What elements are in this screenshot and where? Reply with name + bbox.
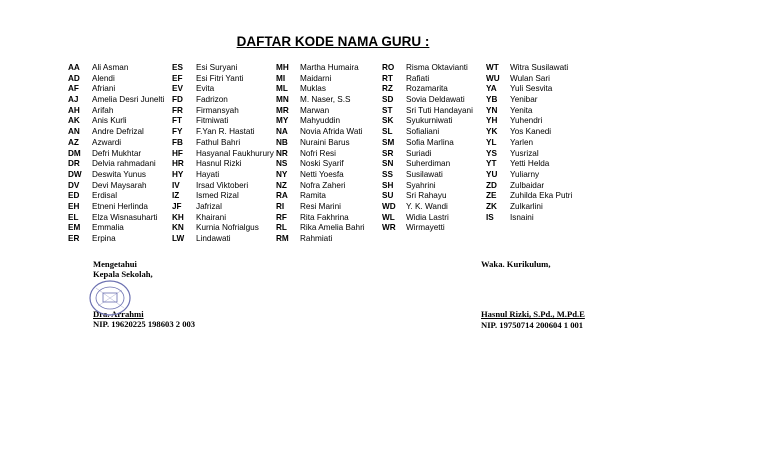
code-row	[382, 181, 473, 192]
teacher-code: AZ	[68, 137, 79, 147]
teacher-name: Nuraini Barus	[300, 137, 350, 147]
code-row	[382, 170, 473, 181]
teacher-name: Hasyanal Faukhurury	[196, 148, 274, 158]
teacher-code: MH	[276, 63, 289, 72]
teacher-code: RA	[276, 191, 288, 201]
code-row	[486, 149, 572, 160]
teacher-code: NA	[276, 127, 288, 137]
code-row	[68, 223, 164, 234]
code-row	[68, 84, 164, 95]
teacher-name: Hasnul Rizki	[196, 159, 242, 169]
code-row	[276, 223, 365, 234]
code-row	[68, 95, 164, 106]
teacher-code: EM	[68, 223, 81, 233]
code-row	[486, 138, 572, 149]
teacher-code: FY	[172, 127, 183, 137]
teacher-code: LW	[172, 234, 185, 243]
teacher-code: AN	[68, 127, 80, 137]
code-row	[382, 159, 473, 170]
signature-caption: Mengetahui	[93, 259, 137, 269]
code-row	[68, 213, 164, 224]
code-row	[172, 127, 274, 138]
teacher-code: YB	[486, 95, 498, 105]
code-row	[276, 84, 365, 95]
teacher-code: RM	[276, 234, 289, 243]
teacher-name: Muklas	[300, 84, 326, 94]
code-row	[276, 170, 365, 181]
teacher-name: Esi Fitri Yanti	[196, 73, 244, 83]
teacher-code: AF	[68, 84, 79, 94]
teacher-name: Wulan Sari	[510, 73, 550, 83]
teacher-code: ZD	[486, 180, 497, 190]
code-row	[486, 213, 572, 224]
code-row	[382, 191, 473, 202]
teacher-code: YK	[486, 127, 498, 137]
teacher-code: HY	[172, 169, 184, 179]
teacher-code: YU	[486, 169, 498, 179]
teacher-code: ER	[68, 234, 80, 243]
teacher-code: YH	[486, 116, 498, 126]
teacher-name: Novia Afrida Wati	[300, 127, 363, 137]
teacher-name: Widia Lastri	[406, 212, 449, 222]
teacher-name: Yenita	[510, 105, 533, 115]
teacher-name: Maidarni	[300, 73, 332, 83]
teacher-name: Zuhilda Eka Putri	[510, 191, 573, 201]
teacher-name: Rafiati	[406, 73, 430, 83]
code-row	[382, 95, 473, 106]
code-row	[68, 191, 164, 202]
teacher-code: ZK	[486, 201, 497, 211]
code-column-1	[68, 63, 164, 245]
code-row	[68, 159, 164, 170]
teacher-name: Nofra Zaheri	[300, 180, 346, 190]
teacher-name: Jafrizal	[196, 201, 222, 211]
teacher-name: Irsad Viktoberi	[196, 180, 249, 190]
code-row	[172, 116, 274, 127]
teacher-name: Arifah	[92, 105, 114, 115]
teacher-code: EL	[68, 212, 79, 222]
teacher-code: RL	[276, 223, 287, 233]
teacher-code: SD	[382, 95, 394, 105]
teacher-name: Fitmiwati	[196, 116, 229, 126]
code-row	[172, 84, 274, 95]
teacher-name: Erpina	[92, 234, 116, 243]
teacher-code: SS	[382, 169, 393, 179]
teacher-name: Nofri Resi	[300, 148, 336, 158]
school-stamp-icon	[88, 278, 134, 318]
code-row	[486, 74, 572, 85]
teacher-name: Noski Syarif	[300, 159, 344, 169]
teacher-name: Yarlen	[510, 137, 534, 147]
teacher-code: MY	[276, 116, 289, 126]
teacher-code: AA	[68, 63, 80, 72]
teacher-code: ST	[382, 105, 393, 115]
teacher-name: Evita	[196, 84, 215, 94]
code-row	[486, 84, 572, 95]
code-row	[172, 213, 274, 224]
teacher-name: Rahmiati	[300, 234, 333, 243]
teacher-name: Y. K. Wandi	[406, 201, 448, 211]
teacher-name: Erdisal	[92, 191, 118, 201]
teacher-name: Risma Oktavianti	[406, 63, 468, 72]
teacher-name: Isnaini	[510, 212, 534, 222]
teacher-name: Azwardi	[92, 137, 122, 147]
code-row	[486, 116, 572, 127]
teacher-code: YA	[486, 84, 497, 94]
code-row	[172, 181, 274, 192]
teacher-code: EV	[172, 84, 183, 94]
teacher-name: Sovia Deldawati	[406, 95, 465, 105]
teacher-name: Yusrizal	[510, 148, 539, 158]
teacher-name: Alendi	[92, 73, 115, 83]
code-row	[382, 138, 473, 149]
teacher-code: DM	[68, 148, 81, 158]
code-row	[172, 149, 274, 160]
teacher-name: Khairani	[196, 212, 227, 222]
code-row	[68, 116, 164, 127]
teacher-name: Yos Kanedi	[510, 127, 552, 137]
code-row	[172, 159, 274, 170]
teacher-code: SM	[382, 137, 395, 147]
teacher-code: WD	[382, 201, 396, 211]
code-row	[172, 74, 274, 85]
teacher-code: HF	[172, 148, 183, 158]
teacher-code: WU	[486, 73, 500, 83]
teacher-name: Yuliarny	[510, 169, 540, 179]
teacher-code: ZE	[486, 191, 497, 201]
code-row	[486, 170, 572, 181]
teacher-code: RO	[382, 63, 395, 72]
code-row	[172, 95, 274, 106]
code-row	[172, 234, 274, 245]
teacher-name: Susilawati	[406, 169, 443, 179]
teacher-name: Rita Fakhrina	[300, 212, 349, 222]
code-row	[276, 191, 365, 202]
code-row	[486, 95, 572, 106]
teacher-code: HR	[172, 159, 184, 169]
teacher-name: Ismed Rizal	[196, 191, 239, 201]
code-row	[68, 74, 164, 85]
code-row	[486, 191, 572, 202]
teacher-code: SL	[382, 127, 393, 137]
code-row	[276, 181, 365, 192]
teacher-name: Ramita	[300, 191, 326, 201]
teacher-name: Firmansyah	[196, 105, 239, 115]
teacher-name: Syukurniwati	[406, 116, 453, 126]
teacher-name: Martha Humaira	[300, 63, 359, 72]
teacher-code: WL	[382, 212, 395, 222]
teacher-code: NS	[276, 159, 288, 169]
teacher-code: MI	[276, 73, 286, 83]
signature-nip: NIP. 19750714 200604 1 001	[481, 319, 584, 330]
teacher-code: RF	[276, 212, 287, 222]
teacher-name: Netti Yoesfa	[300, 169, 344, 179]
teacher-name: Anis Kurli	[92, 116, 127, 126]
teacher-name: Rika Amelia Bahri	[300, 223, 365, 233]
teacher-code: SH	[382, 180, 394, 190]
code-row	[382, 127, 473, 138]
teacher-name: Zulbaidar	[510, 180, 545, 190]
code-row	[276, 63, 365, 74]
teacher-name: Ali Asman	[92, 63, 129, 72]
code-row	[276, 138, 365, 149]
teacher-code: DW	[68, 169, 82, 179]
code-row	[382, 202, 473, 213]
teacher-code: FB	[172, 137, 183, 147]
teacher-name: Deswita Yunus	[92, 169, 147, 179]
code-row	[382, 84, 473, 95]
code-row	[486, 202, 572, 213]
code-row	[172, 106, 274, 117]
teacher-code: WT	[486, 63, 499, 72]
teacher-code: NZ	[276, 180, 287, 190]
teacher-code: RT	[382, 73, 393, 83]
teacher-code: AJ	[68, 95, 79, 105]
signature-role: Kepala Sekolah,	[93, 269, 153, 280]
teacher-name: Yuhendri	[510, 116, 543, 126]
code-row	[172, 191, 274, 202]
code-row	[382, 63, 473, 74]
code-row	[276, 106, 365, 117]
code-row	[68, 127, 164, 138]
teacher-name: M. Naser, S.S	[300, 95, 351, 105]
teacher-code: NY	[276, 169, 288, 179]
teacher-code: DR	[68, 159, 80, 169]
signature-block-curriculum	[481, 259, 585, 330]
signature-name: Dra. Arrahmi	[93, 308, 144, 319]
teacher-name: Hayati	[196, 169, 220, 179]
code-row	[172, 170, 274, 181]
teacher-name: Fadrizon	[196, 95, 228, 105]
teacher-code: WR	[382, 223, 396, 233]
teacher-name: Witra Susilawati	[510, 63, 569, 72]
code-row	[382, 116, 473, 127]
code-row	[382, 149, 473, 160]
code-row	[68, 63, 164, 74]
teacher-code: YN	[486, 105, 498, 115]
code-column-2	[172, 63, 274, 245]
code-row	[486, 127, 572, 138]
code-row	[172, 138, 274, 149]
teacher-name: Suherdiman	[406, 159, 451, 169]
teacher-name: Yuli Sesvita	[510, 84, 553, 94]
teacher-code: IV	[172, 180, 180, 190]
code-row	[486, 159, 572, 170]
signature-nip: NIP. 19620225 198603 2 003	[93, 319, 196, 330]
code-row	[276, 149, 365, 160]
teacher-code: SK	[382, 116, 394, 126]
teacher-code: MN	[276, 95, 289, 105]
code-row	[68, 170, 164, 181]
teacher-code: SN	[382, 159, 394, 169]
teacher-name: Yetti Helda	[510, 159, 550, 169]
code-row	[382, 74, 473, 85]
teacher-name: Kurnia Nofrialgus	[196, 223, 259, 233]
code-row	[68, 138, 164, 149]
teacher-code: YL	[486, 137, 497, 147]
teacher-code: AD	[68, 73, 80, 83]
code-row	[486, 106, 572, 117]
code-row	[276, 95, 365, 106]
teacher-code: FR	[172, 105, 183, 115]
teacher-name: Afriani	[92, 84, 116, 94]
teacher-code: YT	[486, 159, 497, 169]
teacher-code: MR	[276, 105, 289, 115]
teacher-name: Suriadi	[406, 148, 432, 158]
code-row	[276, 202, 365, 213]
teacher-name: Sri Tuti Handayani	[406, 105, 473, 115]
code-row	[276, 116, 365, 127]
code-column-5	[486, 63, 572, 223]
teacher-name: Rozamarita	[406, 84, 448, 94]
teacher-name: F.Yan R. Hastati	[196, 127, 255, 137]
teacher-code: SU	[382, 191, 394, 201]
code-row	[68, 234, 164, 245]
teacher-code: DV	[68, 180, 80, 190]
teacher-name: Sri Rahayu	[406, 191, 447, 201]
teacher-code: FT	[172, 116, 183, 126]
teacher-name: Yenibar	[510, 95, 538, 105]
code-row	[276, 234, 365, 245]
teacher-name: Elza Wisnasuharti	[92, 212, 158, 222]
teacher-code: RI	[276, 201, 285, 211]
teacher-code: SR	[382, 148, 394, 158]
teacher-code: NR	[276, 148, 288, 158]
teacher-name: Defri Mukhtar	[92, 148, 142, 158]
teacher-name: Resi Marini	[300, 201, 341, 211]
teacher-code: KH	[172, 212, 184, 222]
teacher-name: Delvia rahmadani	[92, 159, 156, 169]
code-row	[276, 159, 365, 170]
teacher-name: Zulkarlini	[510, 201, 543, 211]
code-row	[276, 74, 365, 85]
teacher-code: YS	[486, 148, 497, 158]
teacher-name: Devi Maysarah	[92, 180, 147, 190]
teacher-name: Lindawati	[196, 234, 231, 243]
teacher-code: RZ	[382, 84, 393, 94]
teacher-code: KN	[172, 223, 184, 233]
teacher-name: Fathul Bahri	[196, 137, 241, 147]
teacher-name: Marwan	[300, 105, 330, 115]
signature-role: Waka. Kurikulum,	[481, 259, 551, 269]
code-row	[68, 202, 164, 213]
code-row	[172, 63, 274, 74]
teacher-name: Amelia Desri Junelti	[92, 95, 165, 105]
signature-name: Hasnul Rizki, S.Pd., M.Pd.E	[481, 309, 585, 320]
teacher-code: EF	[172, 73, 183, 83]
teacher-code: IS	[486, 212, 494, 222]
code-row	[382, 106, 473, 117]
code-row	[276, 127, 365, 138]
teacher-name: Wirmayetti	[406, 223, 445, 233]
teacher-code: EH	[68, 201, 80, 211]
code-row	[486, 63, 572, 74]
teacher-name: Sofialiani	[406, 127, 440, 137]
teacher-code: AK	[68, 116, 80, 126]
teacher-name: Mahyuddin	[300, 116, 341, 126]
code-row	[68, 149, 164, 160]
code-column-4	[382, 63, 473, 234]
teacher-code: IZ	[172, 191, 180, 201]
code-row	[382, 223, 473, 234]
teacher-code: NB	[276, 137, 288, 147]
teacher-code: ES	[172, 63, 183, 72]
code-row	[276, 213, 365, 224]
teacher-name: Etneni Herlinda	[92, 201, 148, 211]
teacher-name: Syahrini	[406, 180, 436, 190]
teacher-code: ED	[68, 191, 80, 201]
teacher-code: ML	[276, 84, 288, 94]
code-row	[68, 106, 164, 117]
code-row	[382, 213, 473, 224]
teacher-name: Sofia Marlina	[406, 137, 454, 147]
teacher-code: JF	[172, 201, 182, 211]
teacher-code: FD	[172, 95, 183, 105]
code-row	[172, 202, 274, 213]
teacher-name: Andre Defrizal	[92, 127, 144, 137]
code-column-3	[276, 63, 365, 245]
code-row	[68, 181, 164, 192]
code-row	[486, 181, 572, 192]
teacher-code: AH	[68, 105, 80, 115]
teacher-name: Emmalia	[92, 223, 124, 233]
teacher-name: Esi Suryani	[196, 63, 238, 72]
page-title: DAFTAR KODE NAMA GURU :	[236, 34, 430, 49]
code-row	[172, 223, 274, 234]
